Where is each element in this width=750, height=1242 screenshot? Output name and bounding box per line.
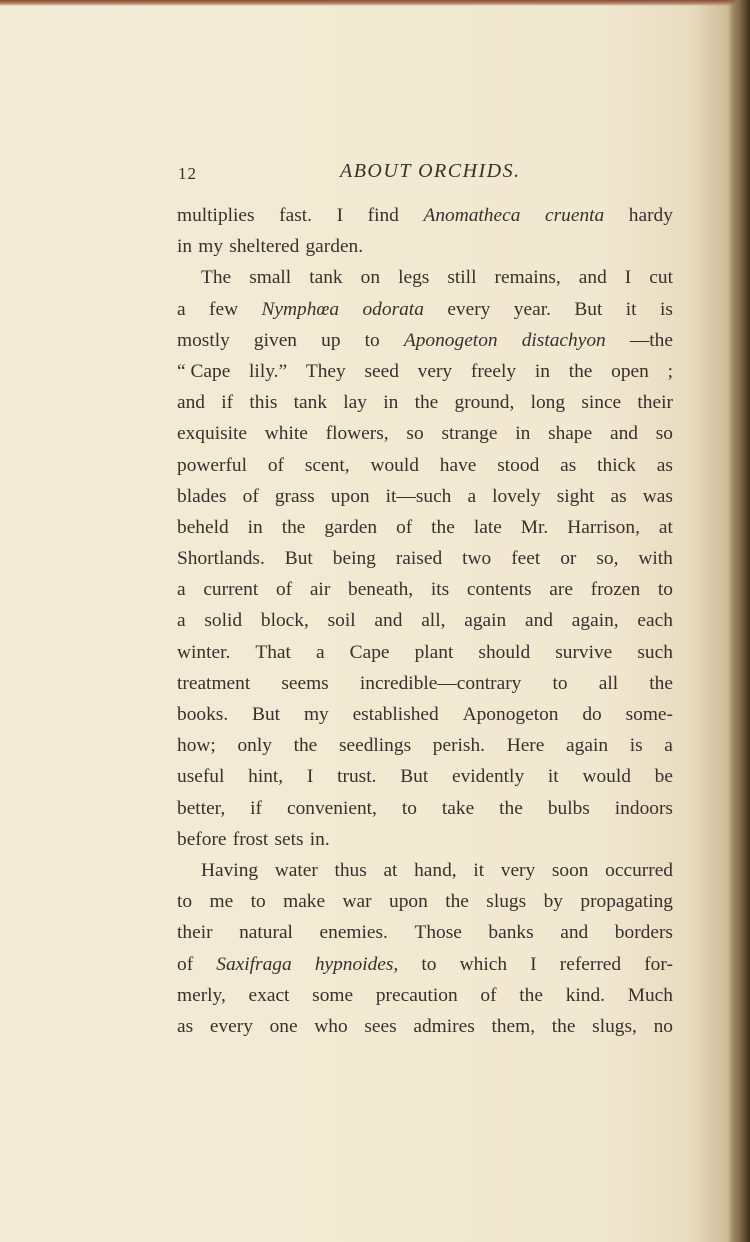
- italic-word: hypnoides,: [314, 953, 399, 975]
- word: soil: [327, 610, 356, 632]
- page-header: [178, 160, 672, 188]
- word: few: [209, 298, 239, 320]
- text-line: [177, 637, 673, 668]
- word: in: [534, 360, 550, 382]
- word: upon: [330, 485, 370, 507]
- word: I: [624, 267, 632, 289]
- word: or: [560, 548, 577, 570]
- word: seems: [281, 672, 329, 694]
- word: lily.”: [249, 360, 288, 382]
- word: treatment: [177, 672, 251, 694]
- word: so,: [596, 548, 619, 570]
- word: the: [649, 672, 673, 694]
- word: at: [383, 859, 398, 881]
- word: the: [414, 392, 439, 414]
- word: indoors: [614, 797, 673, 819]
- text-line: [177, 574, 673, 605]
- word: scent,: [304, 454, 350, 476]
- word: water: [274, 859, 318, 881]
- word: Mr.: [520, 516, 549, 538]
- text-line: [177, 294, 673, 325]
- word: precaution: [375, 984, 458, 1006]
- word: should: [478, 641, 531, 663]
- word: how;: [177, 735, 216, 757]
- word: a: [664, 735, 673, 757]
- word: before: [177, 828, 227, 850]
- text-line: [177, 387, 673, 418]
- text-line: [177, 605, 673, 636]
- word: so: [655, 423, 673, 445]
- word: on: [360, 267, 381, 289]
- word: strange: [441, 423, 498, 445]
- word: kind.: [565, 984, 606, 1006]
- word: since: [581, 392, 622, 414]
- text-line: [177, 917, 673, 948]
- word: admires: [413, 1015, 475, 1037]
- word: have: [439, 454, 477, 476]
- word: natural: [239, 922, 293, 944]
- word: my: [303, 704, 329, 725]
- word: be: [654, 766, 673, 788]
- word: contents: [466, 579, 532, 601]
- word: trust.: [337, 766, 377, 788]
- word: exquisite: [177, 423, 248, 445]
- running-title: ABOUT ORCHIDS.: [340, 160, 521, 182]
- word: again: [566, 735, 609, 757]
- word: plant: [414, 641, 454, 663]
- word: books.: [177, 704, 229, 725]
- word: Cape: [349, 641, 390, 663]
- word: to: [364, 329, 380, 351]
- word: the: [431, 516, 455, 538]
- page-number: 12: [178, 164, 197, 183]
- word: such: [637, 641, 673, 663]
- word: every: [447, 298, 491, 320]
- word: which: [459, 953, 508, 975]
- word: block,: [260, 610, 309, 632]
- word: solid: [204, 610, 243, 632]
- text-line: [177, 231, 673, 262]
- word: slugs,: [592, 1015, 637, 1037]
- text-line: [177, 824, 673, 855]
- word: better,: [177, 797, 226, 819]
- text-line: [177, 418, 673, 449]
- word: the: [519, 984, 543, 1006]
- word: sets: [274, 828, 304, 850]
- word: garden.: [305, 236, 364, 258]
- word: survive: [555, 641, 613, 663]
- word: upon: [389, 891, 428, 913]
- word: hint,: [248, 766, 284, 788]
- word: take: [441, 797, 475, 819]
- word: it: [473, 859, 485, 881]
- word: to: [552, 672, 568, 694]
- word: freely: [470, 360, 517, 382]
- italic-word: cruenta: [544, 205, 605, 226]
- word: to: [177, 891, 193, 913]
- word: evidently: [451, 766, 525, 788]
- word: seed: [364, 360, 399, 382]
- word: the: [568, 360, 593, 382]
- word: established: [352, 704, 439, 725]
- word: enemies.: [319, 922, 388, 944]
- word: a: [316, 641, 325, 663]
- text-line: [177, 356, 673, 387]
- word: and: [560, 922, 589, 944]
- word: soon: [551, 859, 589, 881]
- word: of: [177, 953, 194, 975]
- text-line: [177, 481, 673, 512]
- word: at: [658, 516, 673, 538]
- word: air: [309, 579, 331, 601]
- word: thick: [597, 454, 636, 476]
- text-line: [177, 761, 673, 792]
- word: winter.: [177, 641, 231, 663]
- word: the: [551, 1015, 576, 1037]
- word: white: [264, 423, 308, 445]
- word: in: [247, 516, 263, 538]
- word: —the: [629, 329, 673, 351]
- word: some-: [625, 704, 673, 725]
- word: only: [237, 735, 272, 757]
- word: one: [269, 1015, 298, 1037]
- word: tank: [309, 267, 343, 289]
- text-line: [177, 512, 673, 543]
- word: as: [656, 454, 673, 476]
- word: long: [530, 392, 566, 414]
- word: in: [515, 423, 531, 445]
- word: But: [574, 298, 603, 320]
- text-line: [177, 450, 673, 481]
- word: ;: [667, 360, 673, 382]
- word: bulbs: [547, 797, 590, 819]
- word: raised: [395, 548, 443, 570]
- word: Having: [201, 859, 259, 881]
- word: a: [177, 298, 186, 320]
- word: war: [342, 891, 372, 913]
- word: of: [267, 454, 285, 476]
- word: small: [249, 267, 292, 289]
- word: with: [638, 548, 673, 570]
- body-text: [177, 200, 673, 1042]
- word: year.: [513, 298, 551, 320]
- word: to: [421, 953, 437, 975]
- word: remains,: [494, 267, 561, 289]
- italic-word: Nymphœa: [261, 298, 340, 320]
- word: if: [250, 797, 263, 819]
- text-line: [177, 980, 673, 1011]
- word: legs: [398, 267, 430, 289]
- word: of: [275, 579, 293, 601]
- word: beheld: [177, 516, 229, 538]
- word: my: [198, 236, 224, 258]
- word: very: [500, 859, 536, 881]
- word: and: [525, 610, 553, 632]
- word: in.: [309, 828, 330, 850]
- word: all: [598, 672, 619, 694]
- word: still: [447, 267, 477, 289]
- word: if: [221, 392, 234, 414]
- word: sees: [364, 1015, 397, 1037]
- word: this: [249, 392, 278, 414]
- word: slugs: [486, 891, 527, 913]
- word: as: [610, 485, 627, 507]
- word: is: [659, 298, 673, 320]
- word: Much: [627, 984, 673, 1006]
- word: beneath,: [348, 579, 414, 601]
- word: it: [547, 766, 559, 788]
- word: frost: [232, 828, 269, 850]
- text-line: [177, 543, 673, 574]
- italic-word: Aponogeton: [403, 329, 498, 351]
- word: current: [203, 579, 259, 601]
- word: Those: [414, 922, 462, 944]
- word: occurred: [605, 859, 673, 881]
- word: lay: [343, 392, 367, 414]
- word: shape: [548, 423, 593, 445]
- word: as: [177, 1015, 194, 1037]
- word: of: [480, 984, 497, 1006]
- word: for-: [644, 953, 673, 975]
- word: some: [312, 984, 354, 1006]
- word: would: [370, 454, 419, 476]
- page-top-edge: [0, 0, 750, 6]
- word: banks: [488, 922, 534, 944]
- word: exact: [248, 984, 290, 1006]
- word: sheltered: [229, 236, 300, 258]
- word: mostly: [177, 329, 230, 351]
- word: again,: [571, 610, 619, 632]
- word: borders: [614, 922, 673, 944]
- word: Aponogeton: [462, 704, 559, 725]
- word: useful: [177, 766, 225, 788]
- word: grass: [274, 485, 315, 507]
- word: being: [332, 548, 376, 570]
- word: frozen: [590, 579, 641, 601]
- word: the: [499, 797, 523, 819]
- word: the: [293, 735, 318, 757]
- word: would: [582, 766, 631, 788]
- word: who: [314, 1015, 348, 1037]
- word: every: [209, 1015, 253, 1037]
- word: tank: [293, 392, 328, 414]
- word: late: [473, 516, 502, 538]
- word: to: [250, 891, 266, 913]
- word: The: [201, 267, 232, 289]
- word: so: [406, 423, 424, 445]
- word: and: [578, 267, 607, 289]
- italic-word: odorata: [362, 298, 424, 320]
- word: merly,: [177, 984, 226, 1006]
- word: feet: [511, 548, 541, 570]
- word: I: [530, 953, 537, 975]
- word: in: [383, 392, 399, 414]
- word: propagating: [580, 891, 673, 913]
- word: thus: [334, 859, 367, 881]
- word: But: [252, 704, 281, 725]
- word: as: [560, 454, 577, 476]
- word: two: [462, 548, 492, 570]
- word: I: [336, 205, 344, 226]
- text-line: [177, 730, 673, 761]
- text-line: [177, 325, 673, 356]
- word: convenient,: [286, 797, 377, 819]
- book-spine-shadow: [728, 0, 750, 1242]
- word: and: [374, 610, 403, 632]
- word: me: [209, 891, 234, 913]
- text-line: [177, 262, 673, 293]
- word: multiplies: [177, 205, 255, 226]
- word: open: [611, 360, 649, 382]
- word: their: [177, 922, 213, 944]
- word: of: [242, 485, 259, 507]
- word: But: [284, 548, 313, 570]
- word: by: [543, 891, 563, 913]
- word: its: [430, 579, 450, 601]
- word: them,: [491, 1015, 536, 1037]
- word: a: [177, 579, 186, 601]
- word: seedlings: [338, 735, 412, 757]
- text-line: [177, 855, 673, 886]
- word: But: [400, 766, 429, 788]
- word: garden: [324, 516, 378, 538]
- word: hardy: [628, 205, 673, 226]
- word: That: [255, 641, 291, 663]
- word: Shortlands.: [177, 548, 265, 570]
- word: to: [657, 579, 673, 601]
- word: the: [445, 891, 469, 913]
- word: sight: [556, 485, 595, 507]
- word: lovely: [492, 485, 541, 507]
- word: hand,: [414, 859, 457, 881]
- word: all,: [421, 610, 446, 632]
- word: it—such: [385, 485, 452, 507]
- italic-word: Saxifraga: [216, 953, 292, 975]
- word: perish.: [432, 735, 486, 757]
- word: cut: [649, 267, 673, 289]
- word: each: [637, 610, 673, 632]
- word: up: [321, 329, 341, 351]
- word: in: [177, 236, 193, 258]
- word: powerful: [177, 454, 247, 476]
- word: make: [283, 891, 326, 913]
- word: referred: [559, 953, 622, 975]
- word: I: [306, 766, 314, 788]
- word: “ Cape: [177, 360, 231, 382]
- italic-word: Anomatheca: [423, 205, 521, 226]
- word: and: [609, 423, 638, 445]
- text-line: [177, 668, 673, 699]
- word: are: [549, 579, 573, 601]
- word: a: [177, 610, 186, 632]
- word: the: [281, 516, 306, 538]
- word: it: [625, 298, 637, 320]
- word: incredible—contrary: [359, 672, 522, 694]
- text-line: [177, 200, 673, 231]
- word: ground,: [454, 392, 515, 414]
- word: stood: [497, 454, 540, 476]
- word: given: [253, 329, 298, 351]
- word: Harrison,: [567, 516, 640, 538]
- text-line: [177, 793, 673, 824]
- text-line: [177, 949, 673, 980]
- word: They: [305, 360, 346, 382]
- word: their: [637, 392, 673, 414]
- word: flowers,: [325, 423, 389, 445]
- word: Here: [506, 735, 545, 757]
- word: no: [653, 1015, 673, 1037]
- word: to: [401, 797, 417, 819]
- italic-word: distachyon: [521, 329, 606, 351]
- word: do: [582, 704, 602, 725]
- word: fast.: [279, 205, 313, 226]
- word: find: [367, 205, 399, 226]
- word: and: [177, 392, 205, 414]
- word: very: [417, 360, 453, 382]
- word: blades: [177, 485, 227, 507]
- text-line: [177, 699, 673, 730]
- word: a: [467, 485, 477, 507]
- word: is: [629, 735, 643, 757]
- text-line: [177, 886, 673, 917]
- word: of: [396, 516, 413, 538]
- word: again: [464, 610, 507, 632]
- word: was: [642, 485, 673, 507]
- text-line: [177, 1011, 673, 1042]
